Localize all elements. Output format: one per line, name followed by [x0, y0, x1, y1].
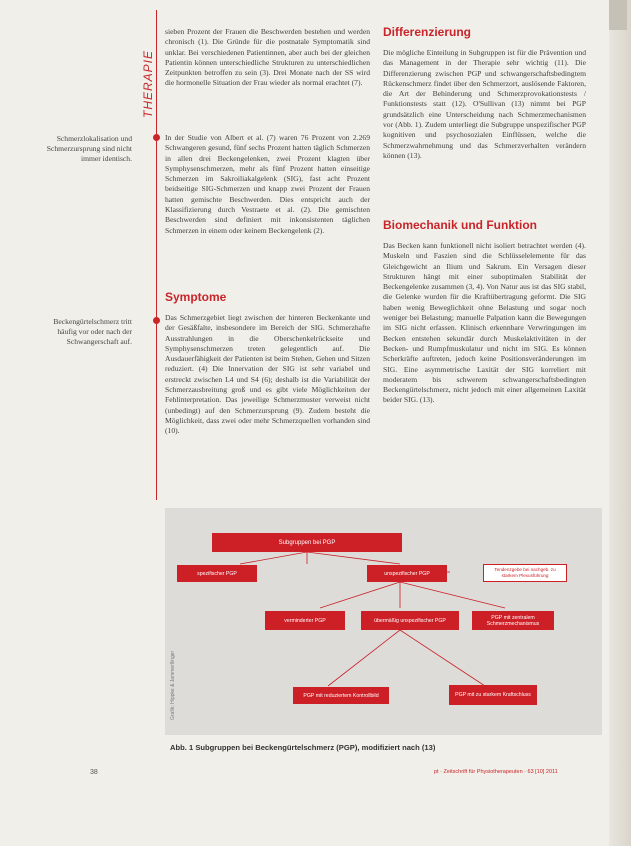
diagram-note: Tendenzgebe bei nachgeb. zu starkem Plexusführung: [483, 564, 567, 582]
diagram-node-root: Subgruppen bei PGP: [212, 533, 402, 552]
bullet-dot: [153, 317, 160, 324]
section-rule: [156, 10, 157, 500]
figure-pgp-subgroups: [165, 508, 602, 735]
section-side-title: THERAPIE: [141, 49, 155, 118]
margin-note-pregnancy: Beckengürtelschmerz tritt häufig vor oder nach der Schwangerschaft auf.: [53, 317, 132, 347]
diagram-node-excess-motor: PGP mit zu starkem Kraftschluss: [449, 685, 537, 705]
margin-note-pain-location: Schmerzlokalisation und Schmerzursprung sind nicht immer identisch.: [46, 134, 132, 164]
diagram-node-excessive: übermäßig unspezifischer PGP: [361, 611, 459, 630]
right-column-differentiation: [383, 48, 586, 161]
paragraph-symptoms: Das Schmerzgebiet liegt zwischen der hinteren Beckenkante und der Gesäßfalte, insbesondere im Bereich der SIG. Schmerzhafte Ausstrahlungen in die Oberschenkelrückseite und Symphysenschmerzen treten gelegentlich auf. Die Ausdauerfähigkeit der Patienten ist beim Stehen, Gehen und Sitzen reduziert. (4) Die Innervation der SIG ist sehr variabel und erstreckt zwischen L4 und S4 (6); deshalb ist die Variabilität der Schmerzausbreitung groß und es gibt viele Möglichkeiten der Fehlinterpretation. Das jeweilige Schmerzmuster verweist nicht (unbedingt) auf den Schmerzursprung (9). Zudem besteht die Möglichkeit, dass zwei oder mehr Schmerzquellen vorhanden sind (10).: [165, 313, 370, 436]
diagram-node-unspecific: unspezifischer PGP: [367, 565, 447, 582]
paragraph-albert-study: In der Studie von Albert et al. (7) waren 76 Prozent von 2.269 Schwangeren gesund, fünf sechs Prozent hatten täglich Schmerzen in allen drei Beckengelenken, zwei Prozent klagten über Symphysenschmerzen, mehr als fünf Prozent hatten einseitige Schmerzen im Sakroiliakalgelenk (SIG), fast acht Prozent beidseitige SIG-Schmerzen und knapp zwei Prozent der Frauen hatten gemischte Beschwerden. Dies entspricht auch der Klassifizierung durch Vestraete et al. (2). Die gemischten Beschwerden sind definiert mit inkonsistenten täglichen Schmerzen in einem oder keinem Beckengelenk (2).: [165, 133, 370, 235]
heading-differentiation: Differenzierung: [383, 25, 472, 39]
page-edge-tab: [609, 0, 627, 30]
diagram-node-specific: spezifischer PGP: [177, 565, 257, 582]
heading-biomechanics: Biomechanik und Funktion: [383, 218, 538, 232]
diagram-node-reduced: verminderter PGP: [265, 611, 345, 630]
right-column-biomechanics: [383, 241, 586, 406]
figure-credit: Grafik: Hippke & Jammerllinger: [170, 650, 176, 720]
diagram-node-central: PGP mit zentralem Schmerzmechanismus: [472, 611, 554, 630]
page-edge: [609, 0, 631, 846]
journal-footer: pt · Zeitschrift für Physiotherapeuten · 63 [10] 2011: [434, 769, 558, 775]
diagram-node-reduced-motor: PGP mit reduziertem Kontrollbild: [293, 687, 389, 704]
paragraph-biomechanics: Das Becken kann funktionell nicht isoliert betrachtet werden (4). Muskeln und Faszien sind die Schlüsselelemente für das Gleichgewicht an Ilium und Sakrum. Ein Versagen dieser Strukturen hängt mit einer suboptimalen Stabilität der Beckengelenke zusammen (3, 4). Von Natur aus ist das SIG stabil, die Gelenke wurden für die Kraftübertragung geformt. Die SIG haben wenig Beweglichkeit ohne Belastung und sogar noch weniger bei Belastung; manuelle Palpation kann die Bewegungen im SIG nicht erfassen. Klinisch erkennbare Verwringungen im Becken entstehen sekundär durch Muskelaktivitäten in der Becken- und Rumpfmuskulatur und nicht im SIG. Es können Scherkräfte auftreten, jedoch keine Positionsveränderungen im SIG. Eine asymmetrische Laxität der SIG korreliert mit moderatem bis schwerem schwangerschaftsbedingten Beckengürtelschmerz, nicht jedoch mit einer allgemeinen Laxität beider SIG. (13).: [383, 241, 586, 405]
left-column-intro: [165, 27, 370, 89]
paragraph-differentiation: Die mögliche Einteilung in Subgruppen ist für die Prävention und das Management in der Therapie sehr wichtig (11). Die Differenzierung zwischen PGP und schwangerschaftsbedingtem Rückenschmerz findet über den Schmerzort, auslösende Faktoren, die Art der Behinderung und Schmerzprovokationstests / Funktionstests statt (12). O'Sullivan (13) nimmt bei PGP grundsätzlich eine Unterscheidung nach Schmerzmechanismen vor (Abb. 1). Zudem unterliegt die Subgruppe unspezifischer PGP kognitiven und psychosozialen Einflüssen, welche die Schmerzwahrnehmung und das Schmerzverhalten verändern können (13).: [383, 48, 586, 160]
left-column-albert: [165, 133, 370, 236]
left-column-symptoms: [165, 313, 370, 437]
heading-symptoms: Symptome: [165, 290, 227, 304]
figure-caption: Abb. 1 Subgruppen bei Beckengürtelschmerz (PGP), modifiziert nach (13): [170, 743, 436, 752]
bullet-dot: [153, 134, 160, 141]
page-number: 38: [90, 769, 98, 776]
paragraph-intro: sieben Prozent der Frauen die Beschwerden bestehen und werden chronisch (1). Die Gründe für die postnatale Symptomatik sind unklar. Bei verschiedenen Patientinnen, aber auch bei der gleichen Patientin können unterschiedliche Strukturen zu unterschiedlichen Zeitpunkten betroffen zu sein (3). Drei Monate nach der SS wird die hormonelle Situation der Frau wieder als normal erachtet (7).: [165, 27, 370, 88]
